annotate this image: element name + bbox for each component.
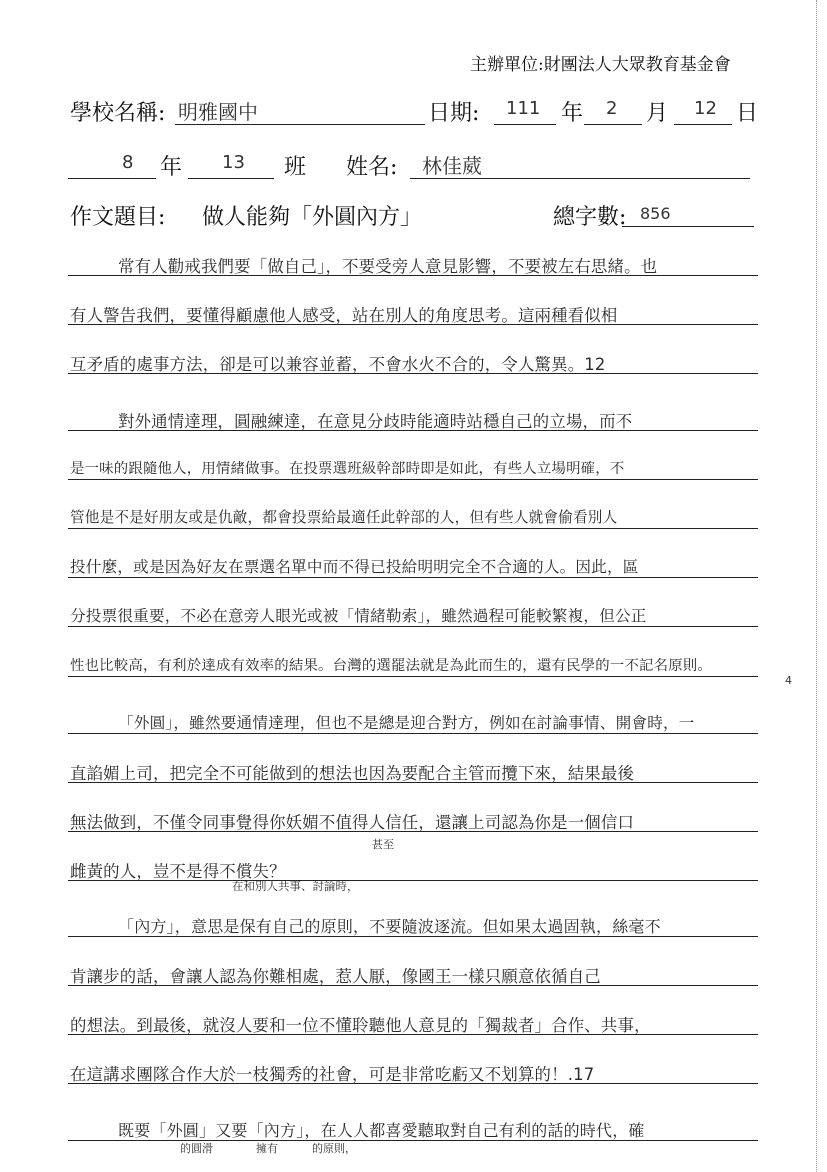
school-label: 學校名稱:: [70, 101, 166, 126]
ruled-line: [68, 528, 758, 529]
insertion-note: 的原則，: [312, 1142, 356, 1155]
insertion-note: 甚至: [372, 838, 394, 851]
ruled-line: [68, 676, 758, 677]
insertion-note: 擁有: [256, 1142, 278, 1155]
essay-line: 分投票很重要，不必在意旁人眼光或被「情緒勒索」，雖然過程可能較繁複，但公正: [70, 607, 647, 625]
essay-line: 有人警告我們，要懂得顧慮他人感受，站在別人的角度思考。這兩種看似相: [70, 306, 618, 325]
year-underline: [494, 124, 556, 125]
class-label: 班: [284, 155, 307, 180]
essay-line: 互矛盾的處事方法，卻是可以兼容並蓄，不會水火不合的，令人驚異。12: [70, 355, 606, 374]
essay-line: 在這講求團隊合作大於一枝獨秀的社會，可是非常吃虧又不划算的！.17: [70, 1065, 595, 1084]
wordcount-value: 856: [640, 204, 671, 223]
name-value: 林佳葳: [422, 154, 482, 178]
day-label: 日: [736, 101, 759, 126]
month-underline: [584, 124, 642, 125]
name-label: 姓名:: [346, 155, 398, 180]
essay-line: 常有人勸戒我們要「做自己」，不要受旁人意見影響，不要被左右思緒。也: [118, 257, 658, 276]
grade-label: 年: [160, 155, 183, 180]
ruled-line: [68, 626, 758, 627]
school-value: 明雅國中: [178, 100, 258, 124]
insertion-note: 在和別人共事、討論時，: [232, 879, 359, 893]
essay-line: 管他是不是好朋友或是仇敵，都會投票給最適任此幹部的人，但有些人就會偷看別人: [70, 509, 618, 526]
day-underline: [674, 124, 732, 125]
essay-line: 「內方」，意思是保有自己的原則，不要隨波逐流。但如果太過固執，絲毫不: [118, 917, 661, 936]
class-underline: [188, 178, 274, 179]
year-label: 年: [561, 101, 584, 126]
essay-line: 的想法。到最後，就沒人要和一位不懂聆聽他人意見的「獨裁者」合作、共事，: [70, 1016, 651, 1035]
essay-line: 直諂媚上司，把完全不可能做到的想法也因為要配合主管而攬下來，結果最後: [70, 764, 635, 783]
school-underline: [175, 124, 425, 125]
class-value: 13: [222, 152, 245, 173]
date-day: 12: [694, 98, 717, 119]
sponsor-line: 主辦單位:財團法人大眾教育基金會: [470, 55, 731, 75]
margin-note: 4: [785, 674, 792, 687]
grade-underline: [68, 178, 156, 179]
essay-line: 既要「外圓」又要「內方」，在人人都喜愛聽取對自己有利的話的時代，確: [118, 1121, 645, 1140]
wordcount-underline: [622, 226, 754, 227]
scan-edge: [816, 0, 827, 1172]
insertion-note: 的圓滑: [180, 1142, 213, 1155]
ruled-line: [68, 479, 758, 480]
wordcount-label: 總字數:: [553, 205, 627, 230]
essay-line: 無法做到，不僅令同事覺得你妖媚不值得人信任，還讓上司認為你是一個信口: [70, 813, 635, 832]
essay-line: 雌黃的人，豈不是得不償失？: [70, 862, 286, 881]
grade-value: 8: [122, 152, 134, 173]
date-month: 2: [606, 98, 618, 119]
essay-line: 是一味的跟隨他人，用情緒做事。在投票選班級幹部時即是如此，有些人立場明確，不: [70, 461, 625, 477]
name-underline: [410, 178, 750, 179]
essay-line: 「外圓」，雖然要通情達理，但也不是總是迎合對方，例如在討論事情、開會時，一: [118, 714, 695, 732]
title-label: 作文題目:: [70, 205, 166, 230]
ruled-line: [68, 577, 758, 578]
date-label: 日期:: [428, 101, 480, 126]
essay-line: 性也比較高，有利於達成有效率的結果。台灣的選罷法就是為此而生的，還有民學的一不記名原則。: [70, 658, 712, 674]
title-value: 做人能夠「外圓內方」: [202, 205, 423, 230]
ruled-line: [68, 733, 758, 734]
essay-line: 對外通情達理，圓融練達，在意見分歧時能適時站穩自己的立場，而不: [118, 412, 633, 431]
essay-line: 肯讓步的話，會讓人認為你難相處，惹人厭，像國王一樣只願意依循自己: [70, 967, 601, 986]
month-label: 月: [646, 101, 669, 126]
essay-line: 投什麼，或是因為好友在票選名單中而不得已投給明明完全不合適的人。因此，區: [70, 558, 639, 576]
date-year: 111: [506, 98, 541, 119]
